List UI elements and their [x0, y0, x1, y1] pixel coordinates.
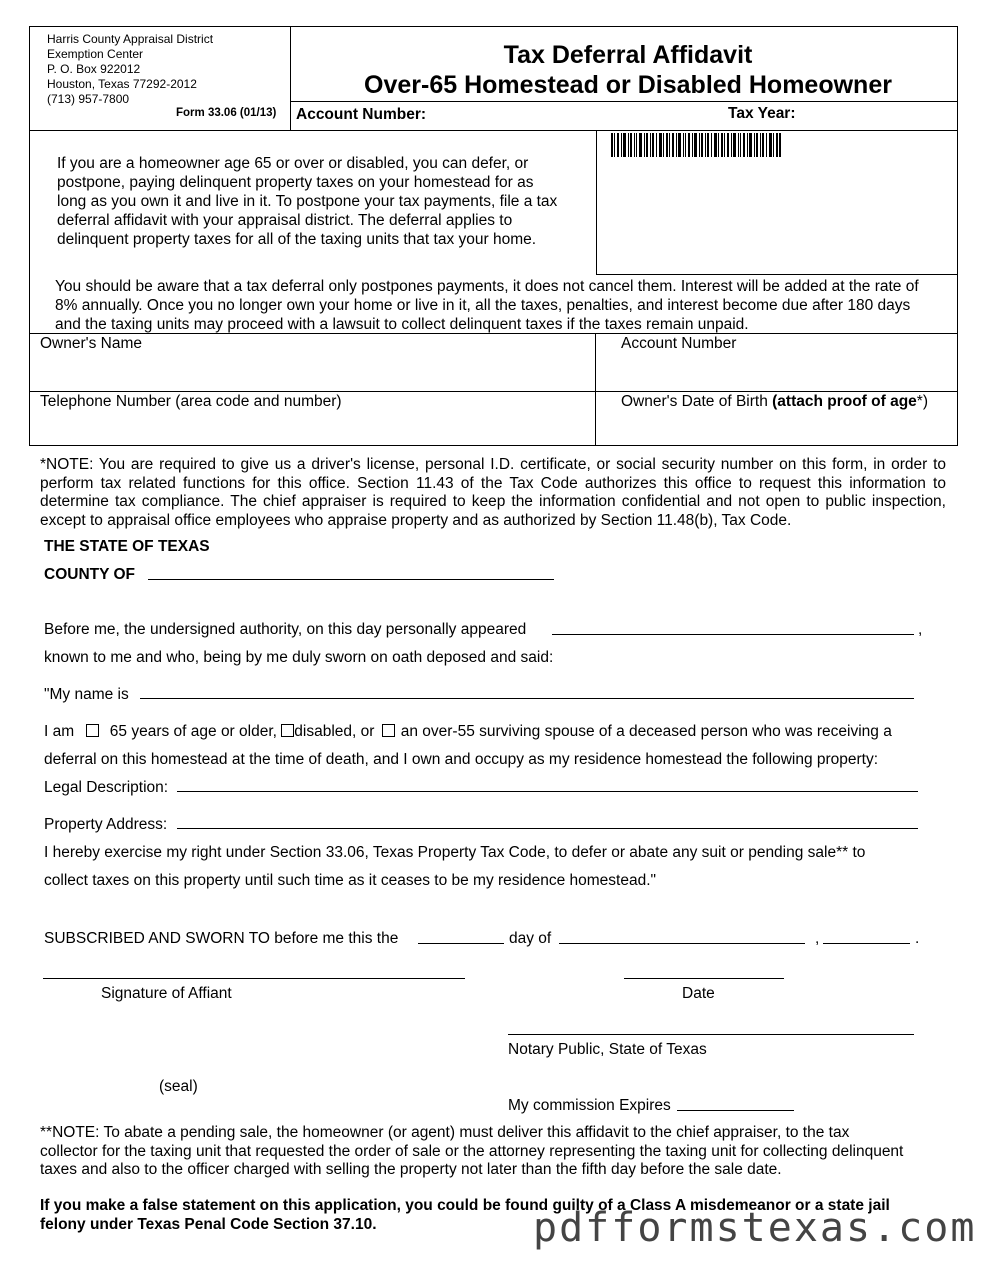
intro-right-border — [957, 131, 958, 334]
i-am-label: I am — [44, 723, 75, 740]
account-number-label: Account Number: — [296, 106, 427, 123]
barcode-icon — [611, 133, 781, 157]
org-address — [47, 32, 287, 107]
date-label: Date — [682, 985, 715, 1002]
notary-label: Notary Public, State of Texas — [508, 1041, 707, 1058]
sworn-comma: , — [815, 930, 820, 947]
state-heading: THE STATE OF TEXAS — [44, 538, 210, 555]
known-text: known to me and who, being by me duly sworn on oath deposed and said: — [44, 649, 554, 666]
tax-year-label: Tax Year: — [728, 105, 796, 122]
property-address-line[interactable] — [177, 828, 918, 829]
notary-signature-line[interactable] — [508, 1034, 914, 1035]
seal-label: (seal) — [159, 1078, 198, 1095]
false-statement-warning: If you make a false statement on this application, you could be found guilty of a Class A misdemeanor or a state jail felony under Texas Penal Code Section 37.10. — [40, 1197, 890, 1233]
age-65-checkbox[interactable] — [86, 724, 99, 737]
account-number-field[interactable]: Account Number — [621, 335, 737, 352]
header-rule — [290, 101, 957, 102]
intro-left-border — [29, 131, 30, 334]
watermark: pdfformstexas.com — [533, 1205, 977, 1251]
subscribed-text: SUBSCRIBED AND SWORN TO before me this the — [44, 930, 399, 947]
intro-paragraph-2: You should be aware that a tax deferral only postpones payments, it does not cancel them. Interest will be added at the rate of 8% annually. Once you no longer own your home or live in it, all the taxes, penalties, and interest become due after 180 days and the taxing units may proceed with a lawsuit to collect delinquent taxes if the taxes remain unpaid. — [55, 278, 919, 333]
date-of-birth-field[interactable] — [621, 392, 928, 411]
before-me-comma: , — [918, 621, 923, 638]
org-phone: (713) 957-7800 — [47, 92, 130, 106]
county-label: COUNTY OF — [44, 566, 135, 583]
title-line-1: Tax Deferral Affidavit — [503, 41, 753, 69]
affiant-signature-line[interactable] — [43, 978, 465, 979]
surviving-spouse-label: an over-55 surviving spouse of a deceased person who was receiving a — [400, 723, 892, 740]
day-of-label: day of — [509, 930, 552, 947]
exercise-text-2: collect taxes on this property until such time as it ceases to be my residence homestead." — [44, 872, 657, 889]
county-line[interactable] — [148, 579, 554, 580]
exercise-text-1: I hereby exercise my right under Section 33.06, Texas Property Tax Code, to defer or abate any suit or pending sale** to — [44, 844, 866, 861]
sworn-month-line[interactable] — [559, 943, 805, 944]
abate-note: **NOTE: To abate a pending sale, the homeowner (or agent) must deliver this affidavit to the chief appraiser, to the tax collector for the taxing unit that requested the order of sale or the attorney representing the taxing unit for collecting delinquent taxes and also to the officer charged with selling the property not later than the fifth day before the sale date. — [40, 1124, 904, 1178]
org-city: Houston, Texas 77292-2012 — [47, 77, 197, 91]
owner-info-box — [29, 333, 958, 446]
before-me-text: Before me, the undersigned authority, on this day personally appeared — [44, 621, 527, 638]
dob-suffix: *) — [916, 393, 928, 410]
org-name: Harris County Appraisal District — [47, 32, 214, 46]
legal-description-line[interactable] — [177, 791, 918, 792]
intro-paragraph-1: If you are a homeowner age 65 or over or disabled, you can defer, or postpone, paying delinquent property taxes on your homestead for as long as you own it and live in it. To postpone your tax payments, file a tax deferral affidavit with your appraisal district. The deferral applies to delinquent property taxes for all of the taxing units that tax your home. — [57, 155, 558, 248]
telephone-field[interactable]: Telephone Number (area code and number) — [40, 393, 342, 410]
owner-grid-divider — [595, 334, 596, 445]
barcode-area-left — [596, 131, 597, 275]
header-divider — [290, 27, 291, 130]
org-pobox: P. O. Box 922012 — [47, 62, 141, 76]
surviving-spouse-checkbox[interactable] — [382, 724, 395, 737]
my-name-line[interactable] — [140, 698, 914, 699]
my-name-label: "My name is — [44, 686, 129, 703]
sworn-year-line[interactable] — [823, 943, 910, 944]
date-line[interactable] — [624, 978, 784, 979]
dob-label: Owner's Date of Birth — [621, 393, 773, 410]
disabled-checkbox[interactable] — [281, 724, 294, 737]
property-address-label: Property Address: — [44, 816, 168, 833]
sworn-day-line[interactable] — [418, 943, 504, 944]
disabled-label: disabled, or — [294, 723, 375, 740]
dob-proof-label: (attach proof of age — [772, 393, 917, 410]
org-dept: Exemption Center — [47, 47, 144, 61]
commission-line[interactable] — [677, 1110, 794, 1111]
appeared-name-line[interactable] — [552, 634, 914, 635]
owners-name-field[interactable]: Owner's Name — [40, 335, 143, 352]
privacy-note: *NOTE: You are required to give us a driver's license, personal I.D. certificate, or social security number on this form, in order to perform tax related functions for this office. Section 11.43 of the Tax Code authorizes this office to request this information to determine tax compliance. The chief appraiser is required to keep the information confidential and not open to public inspection, except to appraisal office employees who appraise property and as authorized by Section 11.48(b), Tax Code. — [40, 456, 946, 529]
age-65-label: 65 years of age or older, — [109, 723, 277, 740]
affiant-signature-label: Signature of Affiant — [101, 985, 232, 1002]
legal-description-label: Legal Description: — [44, 779, 169, 796]
sworn-period: . — [915, 930, 920, 947]
title-line-2: Over-65 Homestead or Disabled Homeowner — [364, 71, 892, 99]
form-number: Form 33.06 (01/13) — [176, 107, 277, 119]
form-title — [292, 40, 964, 100]
eligibility-line — [44, 722, 892, 741]
commission-label: My commission Expires — [508, 1097, 671, 1114]
deferral-text: deferral on this homestead at the time of death, and I own and occupy as my residence homestead the following property: — [44, 751, 879, 768]
barcode-area-bottom — [596, 274, 958, 275]
